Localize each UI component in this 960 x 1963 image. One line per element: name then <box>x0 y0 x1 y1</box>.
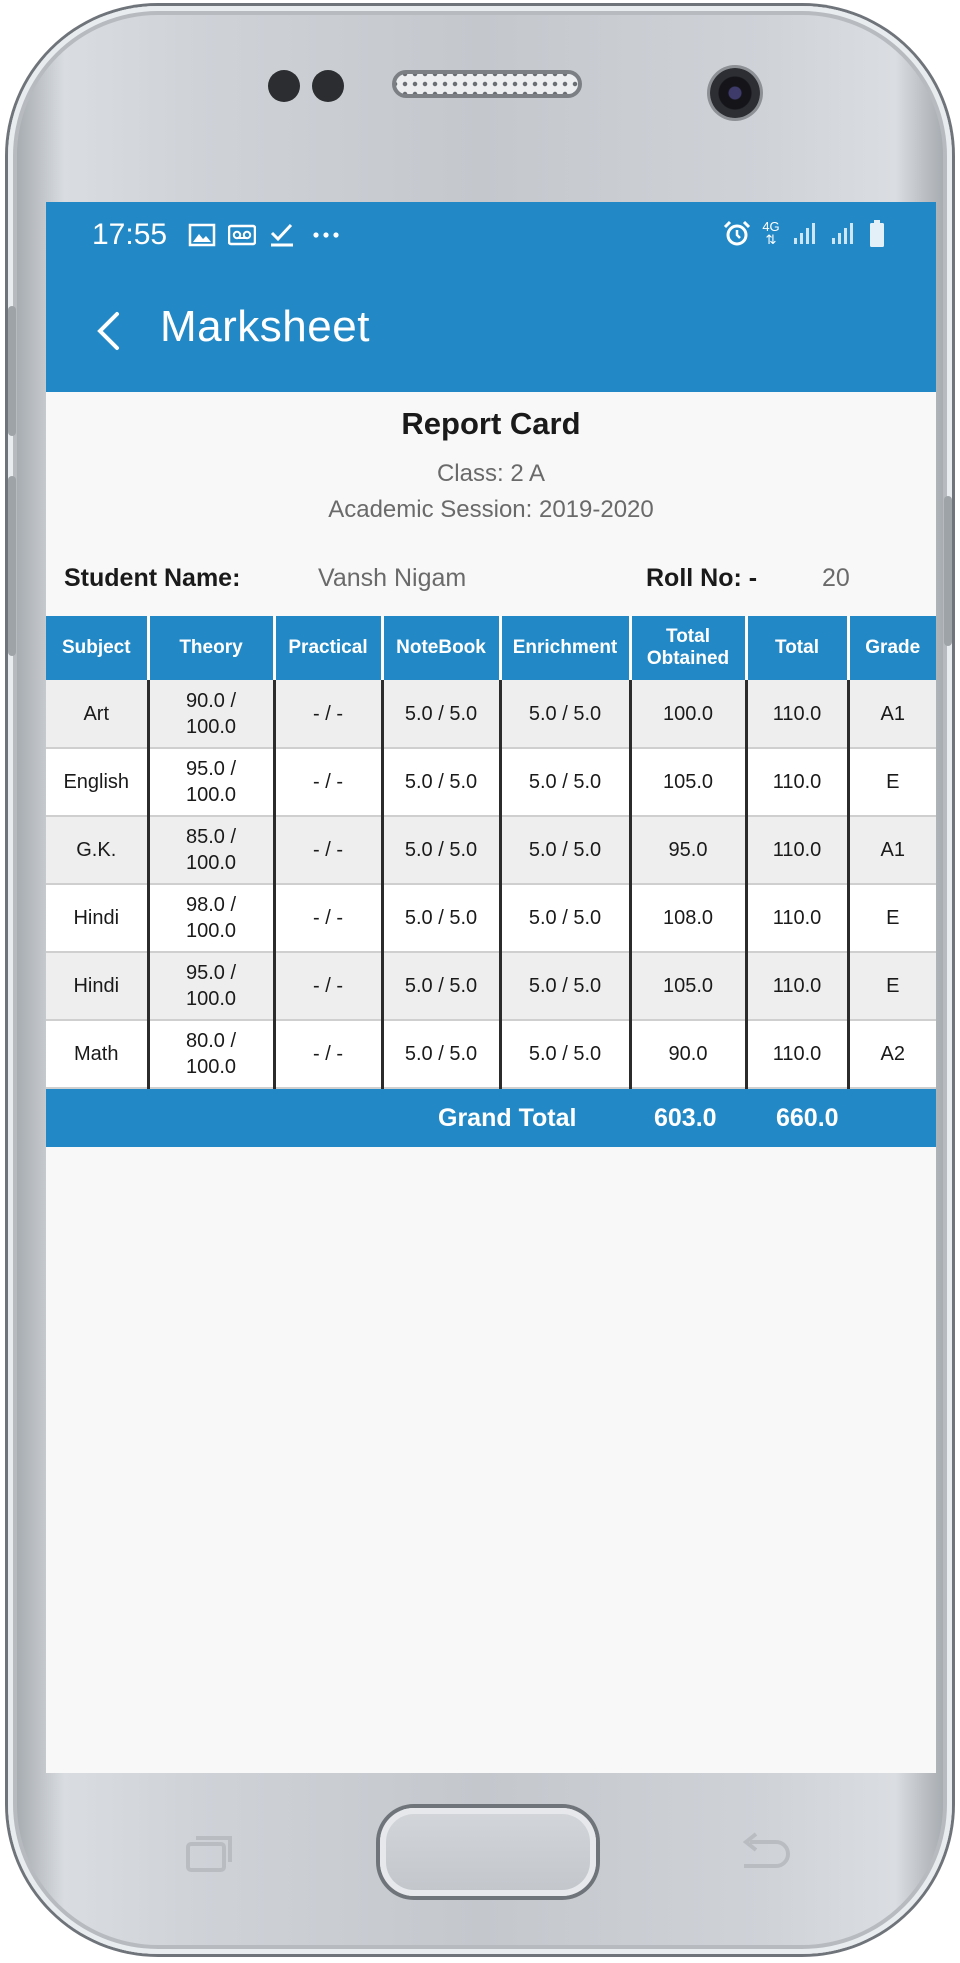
cell-theory <box>148 816 274 884</box>
status-icons-left <box>188 222 336 248</box>
theory-score: 95.0 / <box>185 758 237 780</box>
cell-theory <box>148 884 274 952</box>
earpiece-speaker <box>392 70 582 98</box>
grand-total-label: Grand Total <box>438 1104 577 1132</box>
theory-score: 98.0 / <box>185 894 237 916</box>
cell-practical: - / - <box>274 1020 382 1088</box>
cell-total: 110.0 <box>746 884 848 952</box>
network-label: 4G <box>762 219 780 234</box>
cell-grade: A1 <box>848 816 936 884</box>
cell-notebook: 5.0 / 5.0 <box>382 884 500 952</box>
home-button[interactable] <box>380 1808 596 1896</box>
marks-table <box>46 616 936 1089</box>
cell-notebook: 5.0 / 5.0 <box>382 952 500 1020</box>
status-bar <box>46 202 936 272</box>
cell-enrichment: 5.0 / 5.0 <box>500 680 630 748</box>
volume-up-button <box>8 306 16 436</box>
student-name-label: Student Name: <box>64 564 241 592</box>
session-info: Academic Session: 2019-2020 <box>328 496 654 523</box>
cell-subject: G.K. <box>46 816 148 884</box>
cell-practical: - / - <box>274 748 382 816</box>
cell-enrichment: 5.0 / 5.0 <box>500 952 630 1020</box>
cell-notebook: 5.0 / 5.0 <box>382 680 500 748</box>
status-icons-right <box>722 220 896 246</box>
grand-total-bar <box>46 1089 936 1147</box>
signal-icon <box>792 220 820 246</box>
cell-total-obtained: 105.0 <box>630 748 746 816</box>
table-row <box>46 884 936 952</box>
report-title: Report Card <box>401 406 581 441</box>
cell-total: 110.0 <box>746 680 848 748</box>
gallery-icon <box>188 222 216 248</box>
roll-no-value: 20 <box>822 564 850 592</box>
table-row <box>46 952 936 1020</box>
table-row <box>46 1020 936 1088</box>
alarm-icon <box>722 220 750 246</box>
cell-total-obtained: 108.0 <box>630 884 746 952</box>
cell-enrichment: 5.0 / 5.0 <box>500 1020 630 1088</box>
theory-max: 100.0 <box>185 988 237 1010</box>
table-row <box>46 816 936 884</box>
theory-max: 100.0 <box>185 1056 237 1078</box>
class-info: Class: 2 A <box>436 460 546 487</box>
theory-max: 100.0 <box>185 715 237 738</box>
theory-score: 85.0 / <box>185 826 237 848</box>
cell-total-obtained: 105.0 <box>630 952 746 1020</box>
cell-subject: English <box>46 748 148 816</box>
cell-total: 110.0 <box>746 816 848 884</box>
cell-enrichment: 5.0 / 5.0 <box>500 816 630 884</box>
screen <box>46 202 936 1773</box>
student-name-value: Vansh Nigam <box>318 564 467 592</box>
nav-back-icon[interactable] <box>730 1828 794 1878</box>
cell-notebook: 5.0 / 5.0 <box>382 816 500 884</box>
theory-max: 100.0 <box>185 784 237 806</box>
cell-practical: - / - <box>274 816 382 884</box>
column-header: Subject <box>46 616 148 680</box>
cell-grade: A2 <box>848 1020 936 1088</box>
cell-total-obtained: 100.0 <box>630 680 746 748</box>
student-info-row <box>46 556 936 616</box>
cell-grade: E <box>848 748 936 816</box>
check-icon <box>268 222 296 248</box>
page-title: Marksheet <box>160 302 370 351</box>
theory-score: 90.0 / <box>185 689 237 712</box>
app-bar <box>46 272 936 392</box>
sensor-dot <box>312 70 344 102</box>
power-button <box>944 496 952 646</box>
phone-frame <box>8 6 952 1954</box>
theory-score: 80.0 / <box>185 1030 237 1052</box>
cell-enrichment: 5.0 / 5.0 <box>500 748 630 816</box>
roll-no-label: Roll No: - <box>646 564 758 592</box>
cell-practical: - / - <box>274 680 382 748</box>
volume-down-button <box>8 476 16 656</box>
cell-enrichment: 5.0 / 5.0 <box>500 884 630 952</box>
grand-total-value: 660.0 <box>776 1104 839 1132</box>
back-arrow-icon[interactable] <box>86 306 136 356</box>
network-4g-icon: 4G ⇅ <box>762 219 780 247</box>
column-header: NoteBook <box>382 616 500 680</box>
cell-theory <box>148 680 274 748</box>
status-time: 17:55 <box>92 218 168 251</box>
voicemail-icon <box>228 222 256 248</box>
cell-theory <box>148 748 274 816</box>
column-header: Total Obtained <box>630 616 746 680</box>
cell-total: 110.0 <box>746 1020 848 1088</box>
recent-apps-icon[interactable] <box>178 1828 242 1878</box>
cell-subject: Art <box>46 680 148 748</box>
cell-total-obtained: 90.0 <box>630 1020 746 1088</box>
cell-subject: Hindi <box>46 884 148 952</box>
cell-grade: E <box>848 884 936 952</box>
cell-total: 110.0 <box>746 748 848 816</box>
cell-total: 110.0 <box>746 952 848 1020</box>
cell-grade: A1 <box>848 680 936 748</box>
sensor-dot <box>268 70 300 102</box>
cell-grade: E <box>848 952 936 1020</box>
table-row <box>46 680 936 748</box>
cell-total-obtained: 95.0 <box>630 816 746 884</box>
column-header: Theory <box>148 616 274 680</box>
cell-notebook: 5.0 / 5.0 <box>382 1020 500 1088</box>
cell-practical: - / - <box>274 952 382 1020</box>
table-row <box>46 748 936 816</box>
cell-subject: Hindi <box>46 952 148 1020</box>
theory-max: 100.0 <box>185 920 237 942</box>
signal-icon <box>830 220 858 246</box>
cell-subject: Math <box>46 1020 148 1088</box>
battery-icon <box>868 220 896 246</box>
cell-practical: - / - <box>274 884 382 952</box>
cell-notebook: 5.0 / 5.0 <box>382 748 500 816</box>
table-header-row <box>46 616 936 680</box>
theory-max: 100.0 <box>185 852 237 874</box>
column-header: Enrichment <box>500 616 630 680</box>
front-camera <box>710 68 760 118</box>
theory-score: 95.0 / <box>185 962 237 984</box>
column-header: Grade <box>848 616 936 680</box>
column-header: Practical <box>274 616 382 680</box>
more-icon <box>308 222 336 248</box>
cell-theory <box>148 1020 274 1088</box>
column-header: Total <box>746 616 848 680</box>
grand-total-obtained: 603.0 <box>654 1104 717 1132</box>
cell-theory <box>148 952 274 1020</box>
